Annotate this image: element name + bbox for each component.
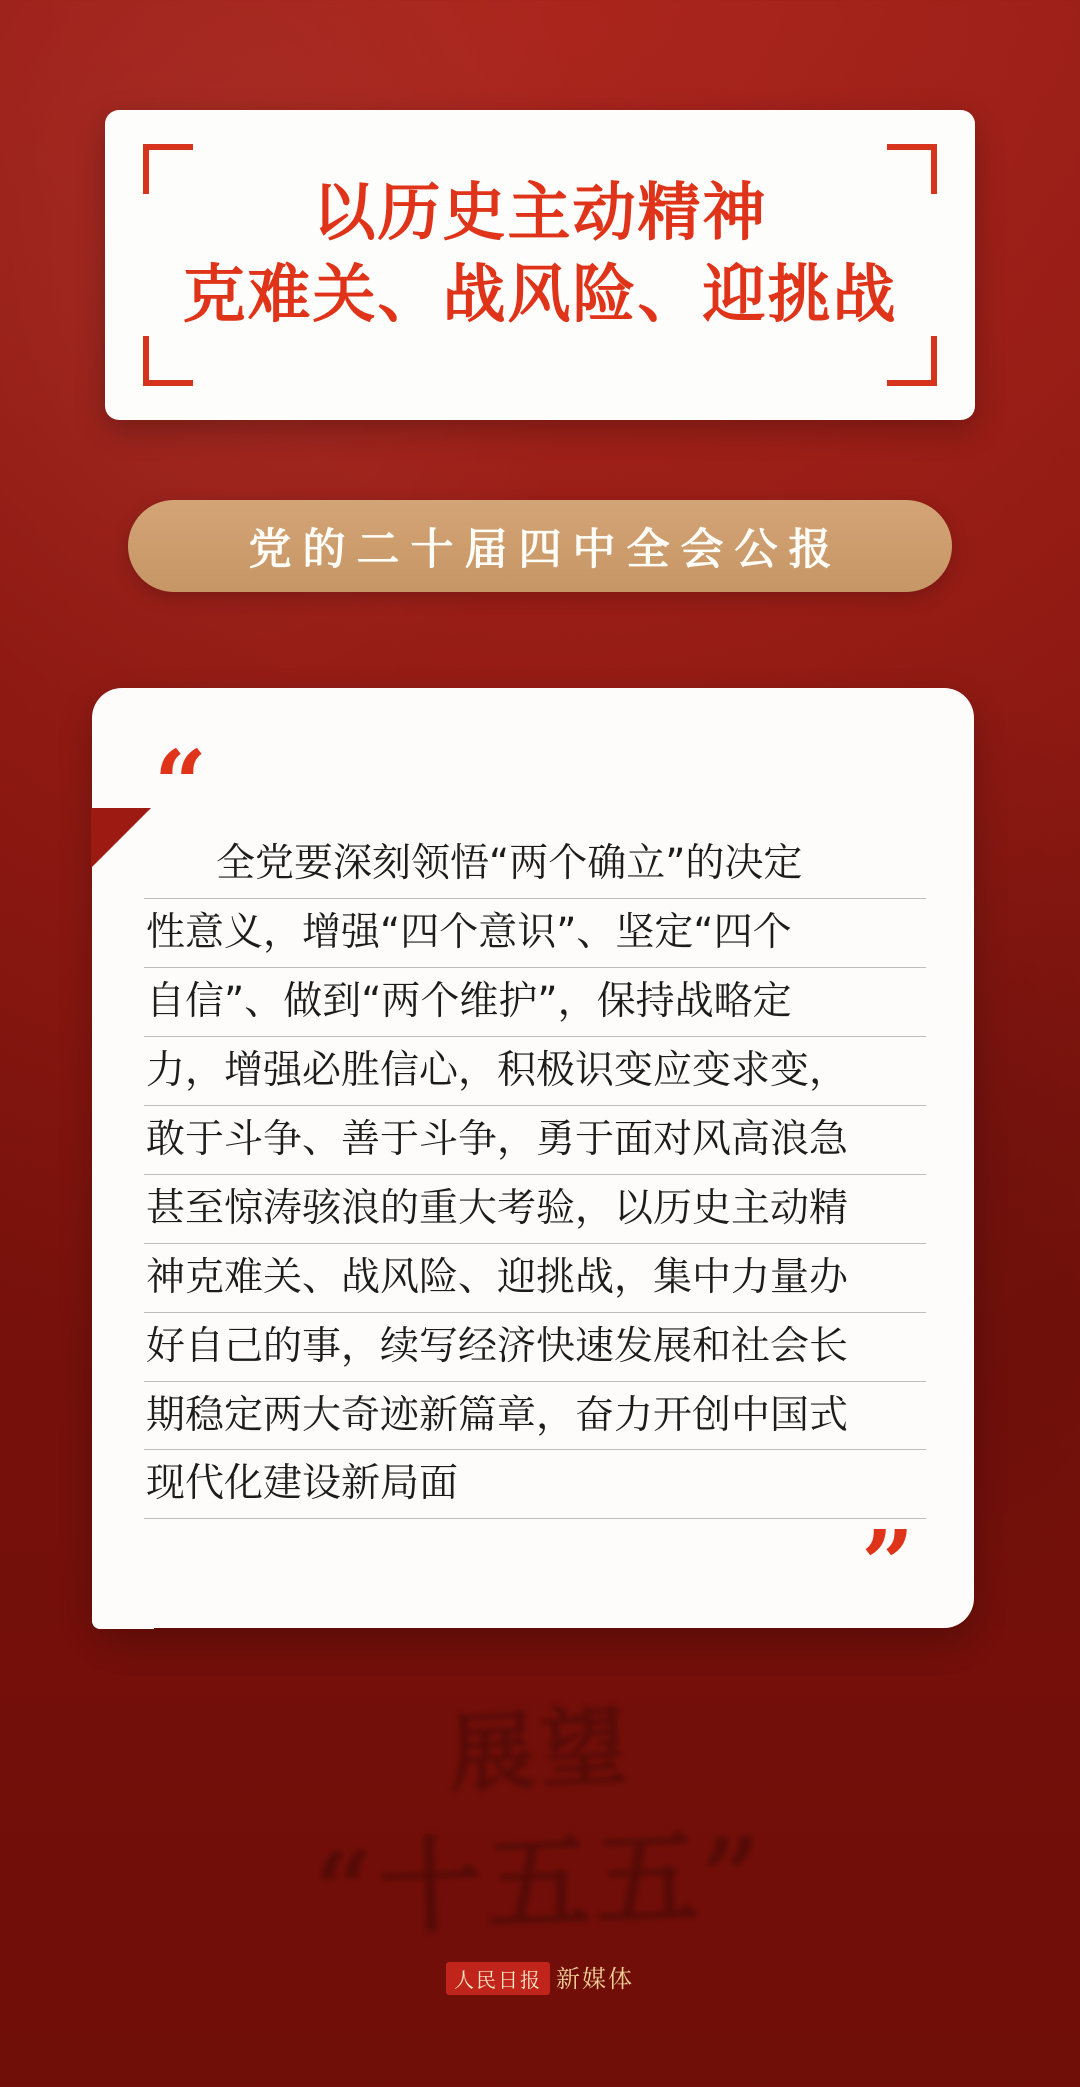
quote-open-icon: “ bbox=[154, 730, 207, 838]
title-line-1: 以历史主动精神 bbox=[312, 175, 768, 249]
quote-line: 神克难关、战风险、迎挑战，集中力量办 bbox=[144, 1244, 926, 1313]
quote-line: 力，增强必胜信心，积极识变应变求变， bbox=[144, 1037, 926, 1106]
title-line-2: 克难关、战风险、迎挑战 bbox=[182, 256, 898, 331]
publisher-text: 新媒体 bbox=[556, 1965, 634, 1993]
quote-line: 自信”、做到“两个维护”，保持战略定 bbox=[144, 968, 926, 1037]
quote-line: 好自己的事，续写经济快速发展和社会长 bbox=[144, 1313, 926, 1382]
footer-logo-line-2: “十五五” bbox=[312, 1811, 769, 1950]
title-card bbox=[105, 110, 975, 420]
corner-bracket-bottom-right-icon bbox=[887, 336, 937, 386]
subtitle-banner bbox=[128, 500, 952, 592]
quote-body bbox=[144, 830, 926, 1519]
footer-credit bbox=[0, 1959, 1080, 1995]
corner-bracket-bottom-left-icon bbox=[143, 336, 193, 386]
footer-logo bbox=[0, 1679, 1080, 1995]
subtitle-text: 党的二十届四中全会公报 bbox=[248, 524, 843, 575]
quote-line: 性意义，增强“四个意识”、坚定“四个 bbox=[144, 899, 926, 968]
quote-close-icon: ” bbox=[861, 1510, 914, 1618]
quote-line: 期稳定两大奇迹新篇章，奋力开创中国式 bbox=[144, 1382, 926, 1451]
page-title bbox=[105, 172, 975, 336]
publisher-stamp: 人民日报 bbox=[446, 1962, 550, 1995]
quote-line: 敢于斗争、善于斗争，勇于面对风高浪急 bbox=[144, 1106, 926, 1175]
footer-logo-line-1: 展望 bbox=[445, 1693, 635, 1804]
quote-line: 现代化建设新局面 bbox=[144, 1450, 926, 1519]
quote-line: 全党要深刻领悟“两个确立”的决定 bbox=[144, 830, 926, 899]
quote-card bbox=[92, 688, 974, 1628]
quote-line: 甚至惊涛骇浪的重大考验，以历史主动精 bbox=[144, 1175, 926, 1244]
